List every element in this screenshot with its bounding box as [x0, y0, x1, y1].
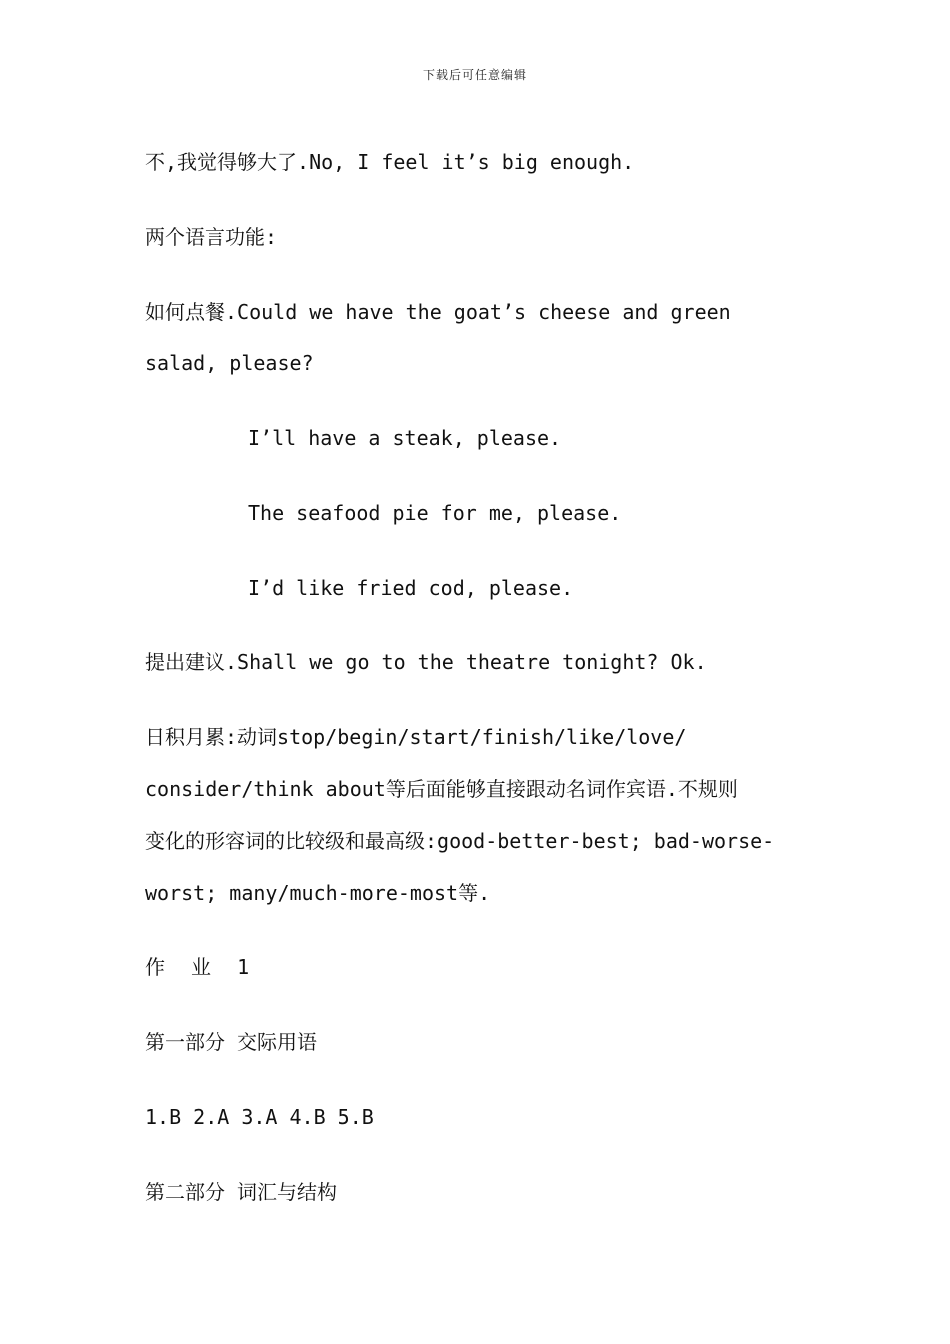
text-line-functions-heading: 两个语言功能: [145, 225, 278, 249]
section-heading-part-one: 第一部分 交际用语 [145, 1030, 318, 1054]
text-line-reply: 不,我觉得够大了.No, I feel it’s big enough. [145, 150, 635, 174]
text-line-accumulation-4: worst; many/much-more-most等. [145, 881, 491, 905]
text-line-example-seafood: The seafood pie for me, please. [248, 501, 622, 525]
answers-part-one: 1.B 2.A 3.A 4.B 5.B [145, 1105, 374, 1129]
text-line-example-cod: I’d like fried cod, please. [248, 576, 574, 600]
text-line-suggestion: 提出建议.Shall we go to the theatre tonight? Ok. [145, 650, 707, 674]
text-line-accumulation-1: 日积月累:动词stop/begin/start/finish/like/love/ [145, 725, 687, 749]
text-line-ordering: 如何点餐.Could we have the goat’s cheese and green [145, 300, 731, 324]
text-line-accumulation-2: consider/think about等后面能够直接跟动名词作宾语.不规则 [145, 777, 738, 801]
text-line-accumulation-3: 变化的形容词的比较级和最高级:good-better-best; bad-worse- [145, 829, 775, 853]
page-header: 下载后可任意编辑 [422, 68, 527, 82]
text-line-ordering-cont: salad, please? [145, 351, 314, 375]
text-line-example-steak: I’ll have a steak, please. [248, 426, 562, 450]
section-heading-part-two: 第二部分 词汇与结构 [145, 1180, 338, 1204]
homework-heading: 作 业 1 [145, 955, 250, 979]
